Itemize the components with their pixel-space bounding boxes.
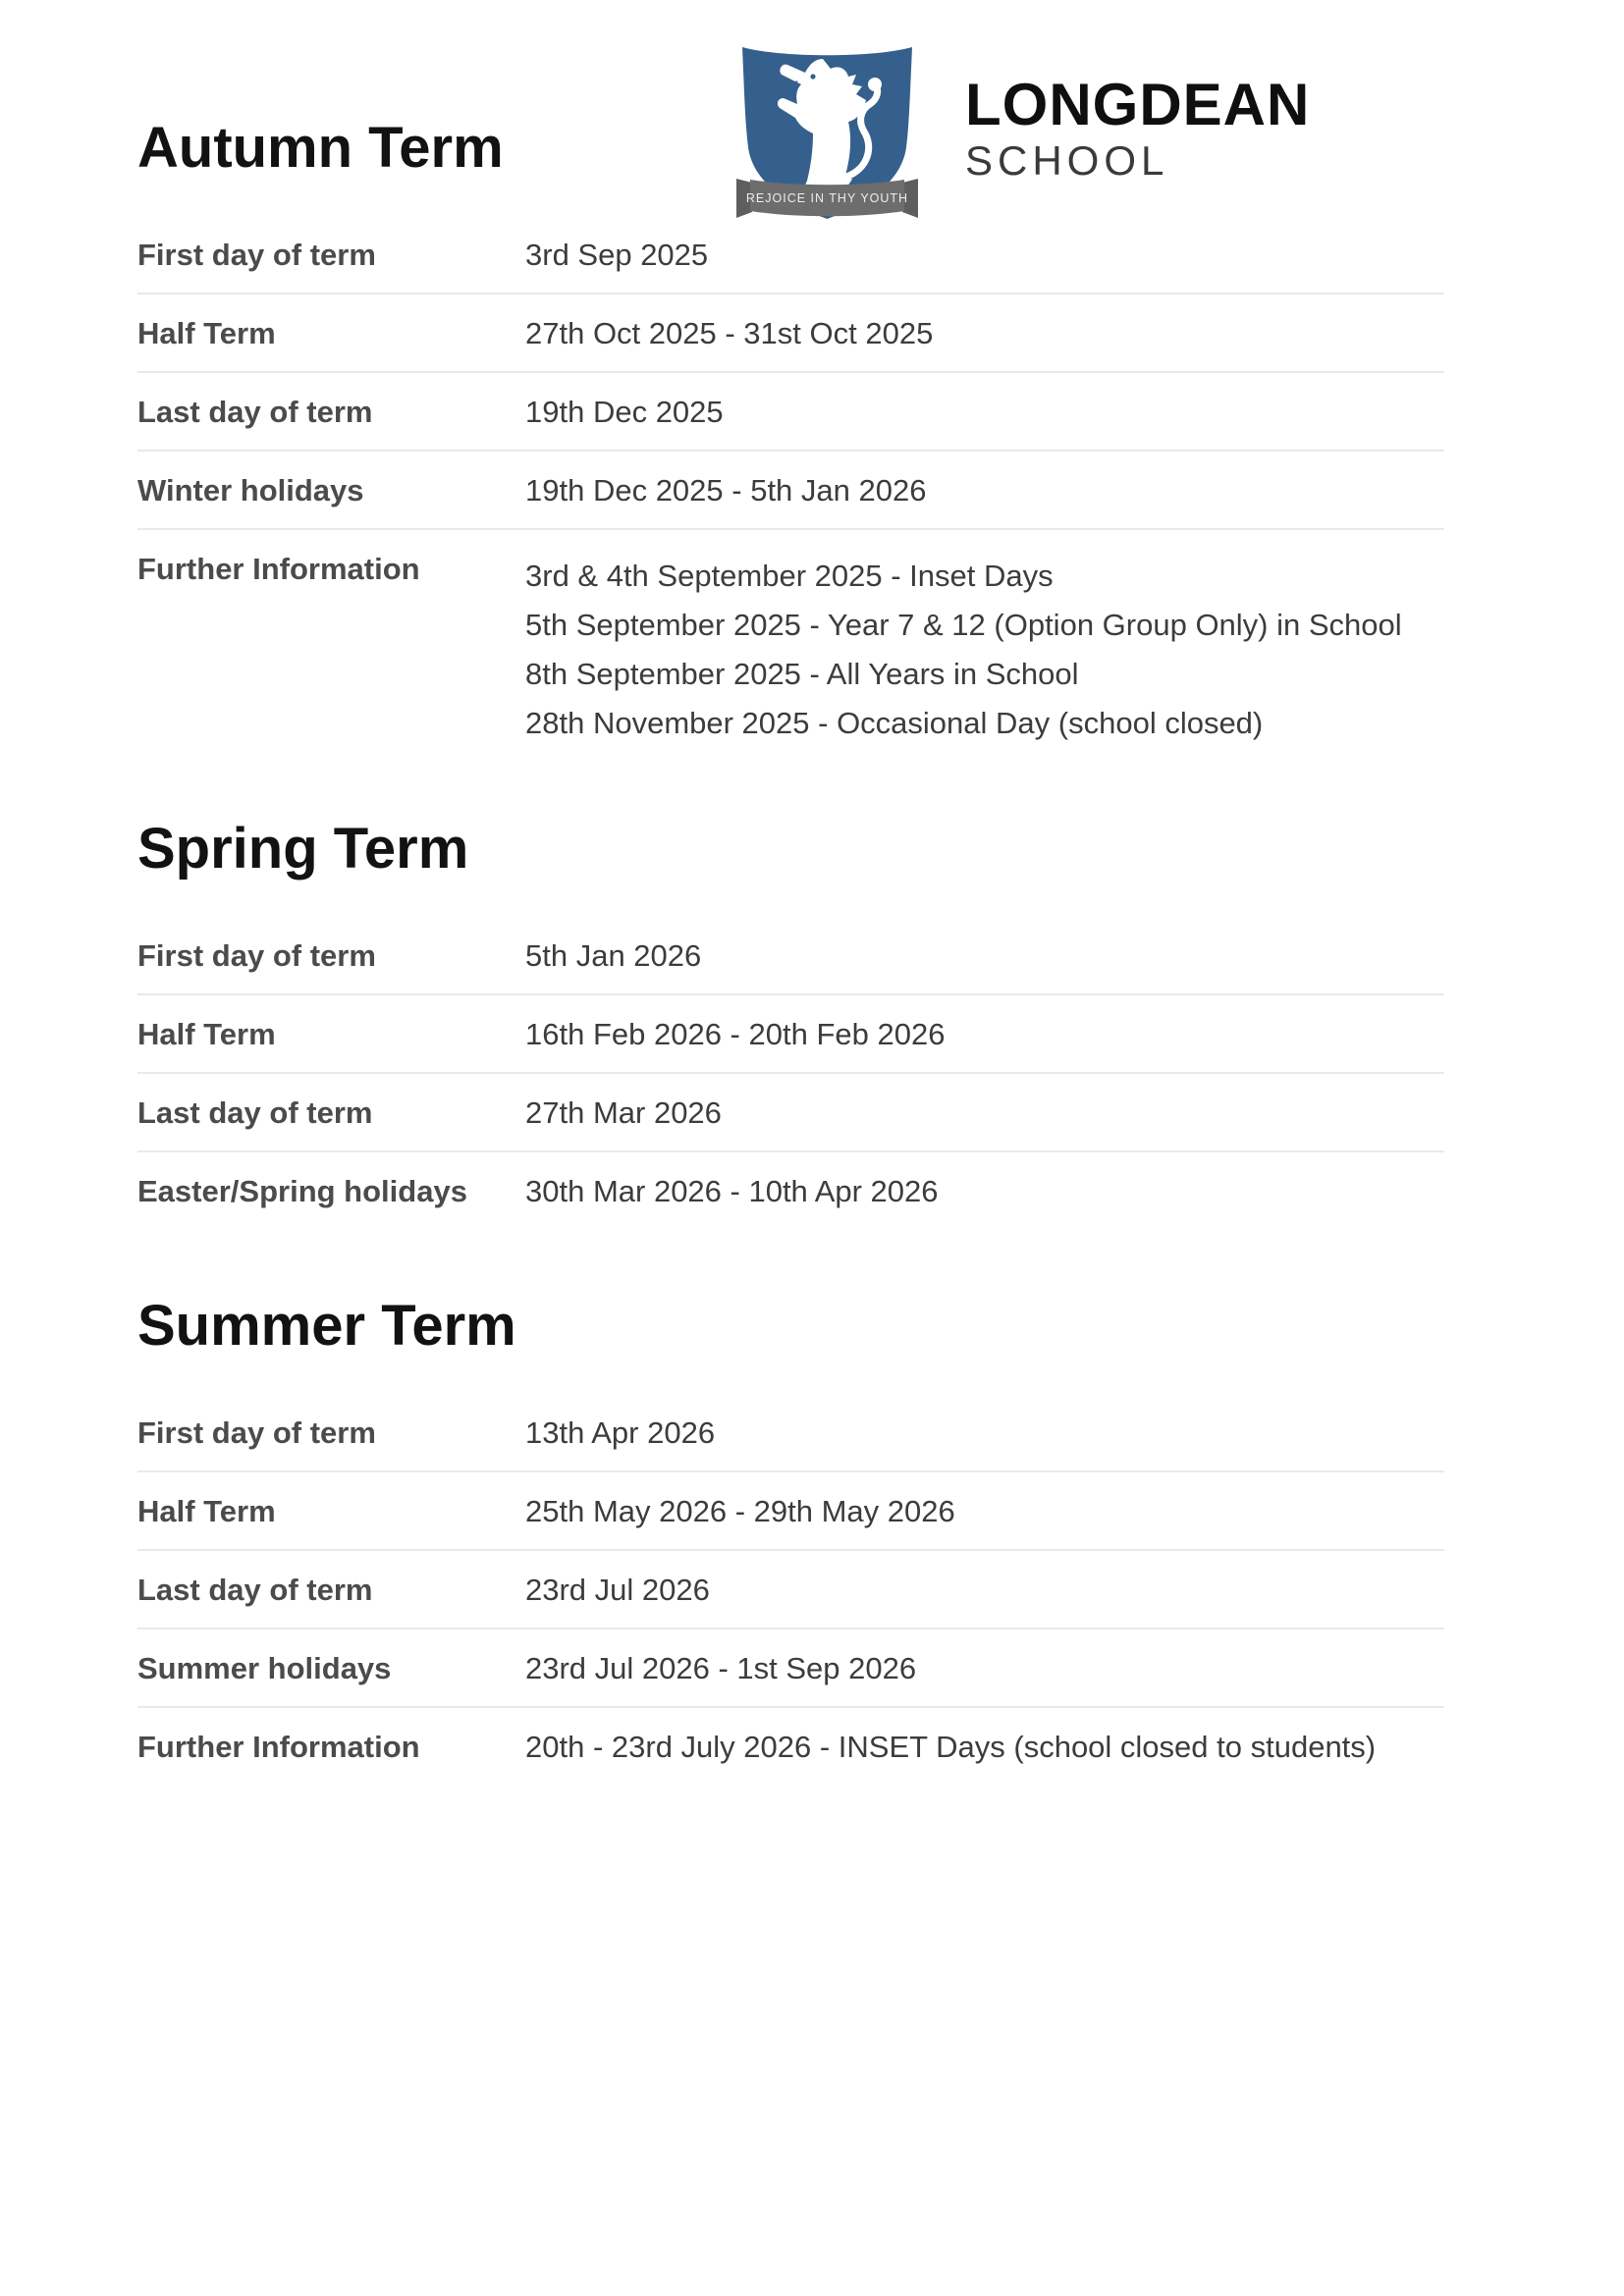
row-label: Easter/Spring holidays: [137, 1174, 467, 1208]
row-value: 27th Oct 2025 - 31st Oct 2025: [525, 316, 934, 350]
section-title-spring: Spring Term: [137, 817, 469, 881]
autumn-term-table: [137, 216, 1444, 770]
row-value: 19th Dec 2025: [525, 395, 724, 429]
row-value: 5th Jan 2026: [525, 938, 702, 973]
row-label: Half Term: [137, 1494, 276, 1528]
table-row: [137, 1394, 1444, 1472]
row-label: First day of term: [137, 238, 376, 272]
row-label: First day of term: [137, 938, 376, 973]
summer-term-table: [137, 1394, 1444, 1787]
row-label: Last day of term: [137, 1573, 373, 1607]
section-title-autumn: Autumn Term: [137, 116, 504, 180]
row-label: Half Term: [137, 316, 276, 350]
row-label: Last day of term: [137, 395, 373, 429]
row-label: Further Information: [137, 1730, 420, 1764]
row-value: 3rd Sep 2025: [525, 238, 709, 272]
table-row: [137, 1629, 1444, 1708]
row-value: 16th Feb 2026 - 20th Feb 2026: [525, 1017, 946, 1051]
further-info-line: 8th September 2025 - All Years in School: [525, 657, 1079, 691]
row-value: 27th Mar 2026: [525, 1095, 722, 1130]
section-autumn-term: [137, 116, 1444, 770]
table-row: [137, 1152, 1444, 1231]
table-row: [137, 1708, 1444, 1787]
further-info-line: 28th November 2025 - Occasional Day (school closed): [525, 706, 1264, 740]
table-row: [137, 1074, 1444, 1152]
table-row: [137, 294, 1444, 373]
section-spring-term: [137, 817, 1444, 1231]
row-value: 25th May 2026 - 29th May 2026: [525, 1494, 955, 1528]
section-summer-term: [137, 1294, 1444, 1787]
row-value: 30th Mar 2026 - 10th Apr 2026: [525, 1174, 939, 1208]
row-value: 13th Apr 2026: [525, 1415, 716, 1450]
table-row: [137, 530, 1444, 770]
row-label: First day of term: [137, 1415, 376, 1450]
row-label: Last day of term: [137, 1095, 373, 1130]
spring-term-table: [137, 917, 1444, 1231]
table-row: [137, 216, 1444, 294]
row-value: 19th Dec 2025 - 5th Jan 2026: [525, 473, 927, 507]
term-dates-content: [137, 0, 1444, 1787]
further-info-line: 5th September 2025 - Year 7 & 12 (Option Group Only) in School: [525, 608, 1402, 642]
table-row: [137, 917, 1444, 995]
school-name: LONGDEAN: [965, 72, 1311, 137]
section-title-summer: Summer Term: [137, 1294, 516, 1358]
row-label: Summer holidays: [137, 1651, 392, 1685]
table-row: [137, 452, 1444, 530]
row-value: 23rd Jul 2026 - 1st Sep 2026: [525, 1651, 917, 1685]
table-row: [137, 1551, 1444, 1629]
further-info-line: 3rd & 4th September 2025 - Inset Days: [525, 559, 1054, 593]
table-row: [137, 995, 1444, 1074]
row-label: Further Information: [137, 552, 420, 586]
table-row: [137, 1472, 1444, 1551]
row-label: Half Term: [137, 1017, 276, 1051]
school-subtitle: SCHOOL: [965, 137, 1169, 184]
row-value: 20th - 23rd July 2026 - INSET Days (school closed to students): [525, 1730, 1377, 1764]
row-label: Winter holidays: [137, 473, 364, 507]
row-value: 23rd Jul 2026: [525, 1573, 710, 1607]
table-row: [137, 373, 1444, 452]
motto-text: REJOICE IN THY YOUTH: [745, 191, 909, 205]
row-value-list: [525, 552, 1444, 748]
